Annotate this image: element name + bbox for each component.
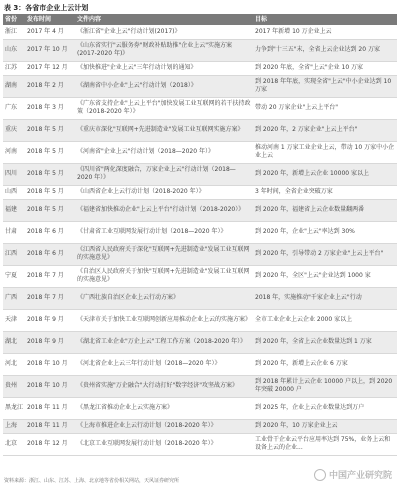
cell-province: 福建 <box>3 199 25 221</box>
cell-province: 黑龙江 <box>3 397 25 419</box>
cell-province: 河北 <box>3 353 25 375</box>
cell-target: 3 年时间，全省企业突破万家 <box>253 185 397 199</box>
cell-province: 甘肃 <box>3 221 25 243</box>
cell-date: 2017 年 4 月 <box>25 25 75 39</box>
header-document: 文件内容 <box>75 14 253 25</box>
cell-target: 到 2020 年，新增上云企业 10000 家以上 <box>253 163 397 185</box>
cell-doc: 《湖北省工业企业"万企上云"工程工作方案（2018-2020 年）》 <box>75 331 253 353</box>
cell-date: 2018 年 7 月 <box>25 287 75 309</box>
cell-target: 到 2020 年，企业"上云"率达到 30% <box>253 221 397 243</box>
cell-doc: 《广西壮族自治区企业上云行动方案》 <box>75 287 253 309</box>
table-row <box>3 375 397 397</box>
source-note: 资料来源：浙江、山东、江苏、上海、北京地等省份相关网站，天风证券研究所 <box>4 478 180 484</box>
cell-doc: 《山西省企业上云行动计划（2018-2020 年）》 <box>75 185 253 199</box>
cell-doc: 《上海市推进企业上云行动计划（2018-2020 年）》 <box>75 419 253 433</box>
cell-province: 湖北 <box>3 331 25 353</box>
cell-target: 到 2020 年，10 万家企业上云 <box>253 419 397 433</box>
table-header-row <box>3 14 397 25</box>
cell-date: 2018 年 9 月 <box>25 309 75 331</box>
cell-province: 河南 <box>3 141 25 163</box>
cell-doc: 《重庆市深化"互联网+先进制造业"发展工业互联网实施方案》 <box>75 119 253 141</box>
header-date: 发布时间 <box>25 14 75 25</box>
table-row <box>3 75 397 97</box>
cell-target: 工业骨干企业云平台应用率达到 75%，业务上云和设备上云的企业... <box>253 433 397 455</box>
cell-date: 2018 年 9 月 <box>25 331 75 353</box>
table-row <box>3 331 397 353</box>
cell-province: 湖南 <box>3 75 25 97</box>
table-row <box>3 61 397 75</box>
cell-target: 到 2020 年底，全省"上云"企业 10 万家 <box>253 61 397 75</box>
cell-province: 宁夏 <box>3 265 25 287</box>
header-province: 省份 <box>3 14 25 25</box>
cell-province: 重庆 <box>3 119 25 141</box>
cell-province: 山东 <box>3 39 25 61</box>
watermark-text: 中国产业研究院 <box>328 471 392 481</box>
cell-province: 北京 <box>3 433 25 455</box>
table-row <box>3 433 397 455</box>
cell-doc: 《贵州省实施"万企融合"大行动打好"数字经济"攻坚战方案》 <box>75 375 253 397</box>
cell-date: 2018 年 3 月 <box>25 97 75 119</box>
cell-date: 2017 年 10 月 <box>25 39 75 61</box>
cell-target: 到 2020 年，2 万家企业"上云上平台" <box>253 119 397 141</box>
cell-target: 到 2020 年，全省上云企业数量达到 1 万家 <box>253 331 397 353</box>
cell-target: 2017 年新增 10 万企业上云 <box>253 25 397 39</box>
cell-doc: 《江西省人民政府关于深化"互联网+先进制造业"发展工业互联网的实施意见》 <box>75 243 253 265</box>
cell-province: 江苏 <box>3 61 25 75</box>
cell-date: 2018 年 6 月 <box>25 243 75 265</box>
table-row <box>3 419 397 433</box>
cell-date: 2018 年 10 月 <box>25 353 75 375</box>
table-row <box>3 243 397 265</box>
table-row <box>3 119 397 141</box>
cell-doc: 《河北省企业上云三年行动计划（2018—2020 年）》 <box>75 353 253 375</box>
table-row <box>3 221 397 243</box>
cell-date: 2018 年 11 月 <box>25 397 75 419</box>
cell-target: 到 2020 年，全区"上云"企业达到 1000 家 <box>253 265 397 287</box>
cell-province: 江西 <box>3 243 25 265</box>
cell-target: 到 2018 年累计上云企业 10000 户以上，到 2020 年突破 20000 户 <box>253 375 397 397</box>
table-row <box>3 397 397 419</box>
watermark-logo-icon <box>314 469 326 481</box>
cell-target: 力争到"十三五"末，全省上云企业达到 20 万家 <box>253 39 397 61</box>
watermark <box>314 468 392 481</box>
table-row <box>3 309 397 331</box>
cell-date: 2018 年 5 月 <box>25 199 75 221</box>
cell-province: 广西 <box>3 287 25 309</box>
cell-date: 2018 年 11 月 <box>25 419 75 433</box>
table-row <box>3 199 397 221</box>
table-row <box>3 163 397 185</box>
cell-doc: 《加快推进"企业上云"三年行动计划的通知》 <box>75 61 253 75</box>
cell-province: 广东 <box>3 97 25 119</box>
table-row <box>3 97 397 119</box>
cell-doc: 《浙江省"企业上云"行动计划(2017)》 <box>75 25 253 39</box>
table-row <box>3 353 397 375</box>
cell-doc: 《天津市关于加快工业互联网创新应用推动企业上云的实施方案》 <box>75 309 253 331</box>
table-title: 表 3：各省市企业上云计划 <box>4 4 89 12</box>
cell-province: 四川 <box>3 163 25 185</box>
cell-date: 2018 年 5 月 <box>25 163 75 185</box>
cell-doc: 《北京工业互联网发展行动计划（2018-2020 年）》 <box>75 433 253 455</box>
table-row <box>3 141 397 163</box>
cell-target: 推动河南 1 万家工业企业上云，带动 10 万家中小企业上云 <box>253 141 397 163</box>
cell-target: 到 2020 年，引导带动 2 万家企业"上云上平台" <box>253 243 397 265</box>
cell-doc: 《自治区人民政府关于加快"互联网+先进制造业"发展工业互联网的实施意见》 <box>75 265 253 287</box>
cell-target: 带动 20 万家企业"上云上平台" <box>253 97 397 119</box>
cell-province: 贵州 <box>3 375 25 397</box>
table-row <box>3 287 397 309</box>
province-plan-table <box>3 14 397 456</box>
cell-province: 山西 <box>3 185 25 199</box>
cell-target: 到 2020 年，新增上云企业 6 万家 <box>253 353 397 375</box>
table-row <box>3 25 397 39</box>
cell-date: 2018 年 7 月 <box>25 265 75 287</box>
cell-target: 2018 年，实施推动"千家企业上云"行动 <box>253 287 397 309</box>
cell-date: 2017 年 12 月 <box>25 61 75 75</box>
header-target: 目标 <box>253 14 397 25</box>
cell-doc: 《四川省"两化深度融合，万家企业上云"行动计划（2018—2020 年）》 <box>75 163 253 185</box>
cell-doc: 《甘肃省工业互联网发展行动计划（2018—2020 年）》 <box>75 221 253 243</box>
cell-doc: 《山东省实行"云服务券"财政补贴助推"企业上云"实施方案(2017-2020 年)》 <box>75 39 253 61</box>
cell-date: 2018 年 6 月 <box>25 221 75 243</box>
cell-date: 2018 年 12 月 <box>25 433 75 455</box>
table-row <box>3 185 397 199</box>
cell-doc: 《湖南省中小企业"上云"行动计划（2018）》 <box>75 75 253 97</box>
cell-province: 天津 <box>3 309 25 331</box>
cell-doc: 《河南省"企业上云"行动计划（2018—2020 年）》 <box>75 141 253 163</box>
cell-date: 2018 年 2 月 <box>25 75 75 97</box>
cell-target: 全市工业企业上云企业 2000 家以上 <box>253 309 397 331</box>
cell-target: 到 2025 年，企业上云企业数量达到万户 <box>253 397 397 419</box>
cell-province: 浙江 <box>3 25 25 39</box>
cell-target: 到 2018 年年底，实现全省"上云"中小企业达到 10 万家 <box>253 75 397 97</box>
cell-target: 到 2020 年，福建省上云企业数量翻两番 <box>253 199 397 221</box>
table-row <box>3 39 397 61</box>
cell-date: 2018 年 5 月 <box>25 185 75 199</box>
cell-province: 上海 <box>3 419 25 433</box>
table-row <box>3 265 397 287</box>
cell-doc: 《福建省加快推动企业"上云上平台"行动计划（2018-2020）》 <box>75 199 253 221</box>
cell-date: 2018 年 5 月 <box>25 141 75 163</box>
cell-doc: 《黑龙江省推动企业上云实施方案》 <box>75 397 253 419</box>
cell-date: 2018 年 10 月 <box>25 375 75 397</box>
cell-date: 2018 年 5 月 <box>25 119 75 141</box>
cell-doc: 《广东省支持企业"上云上平台"加快发展工业互联网的若干扶持政策（2018-2020 年）》 <box>75 97 253 119</box>
